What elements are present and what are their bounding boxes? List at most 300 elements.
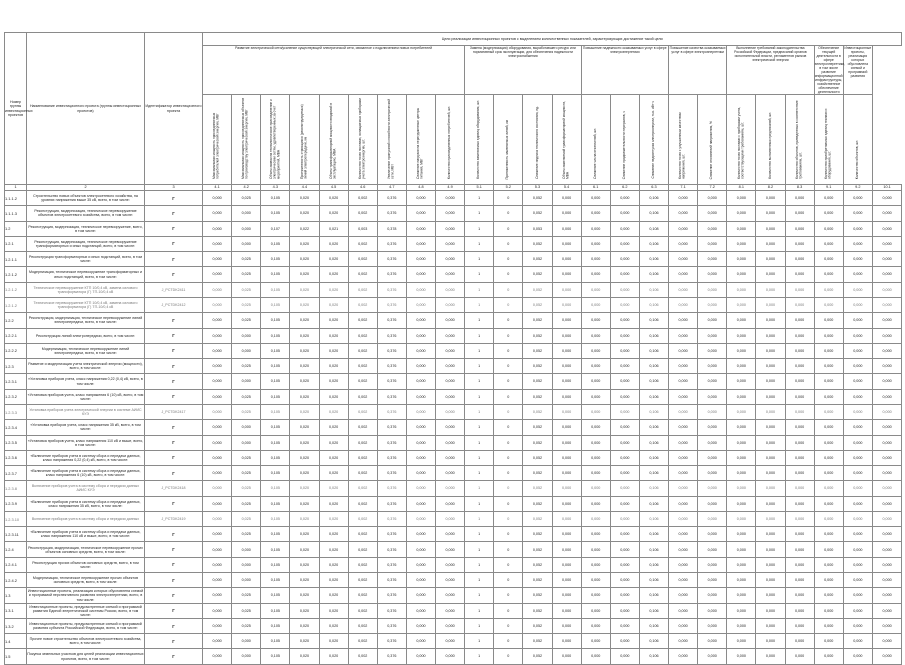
indicator-value: 0,000 [843, 450, 872, 465]
indicator-value: 0,000 [552, 206, 581, 221]
table-row [5, 634, 902, 649]
row-number: 1.2.1.1 [5, 252, 27, 267]
indicator-value: 0,020 [319, 404, 348, 419]
indicator-value: 0,052 [523, 389, 552, 404]
indicator-value: 0,000 [581, 374, 610, 389]
indicator-value: 0,000 [552, 481, 581, 496]
indicator-value: 0,000 [552, 343, 581, 358]
indicator-value: 0,000 [232, 328, 261, 343]
indicator-value: 0,000 [698, 420, 727, 435]
indicator-value: 0,000 [581, 511, 610, 526]
indicator-value: 0,000 [727, 603, 756, 618]
indicator-value: 0,105 [261, 649, 290, 664]
indicator-value: 0,000 [203, 573, 232, 588]
indicator-header [406, 95, 435, 185]
indicator-value: 0,000 [232, 542, 261, 557]
indicator-value: 0,000 [436, 603, 465, 618]
indicator-value: 0,052 [523, 466, 552, 481]
indicator-value: 0,106 [639, 557, 668, 572]
table-row [5, 481, 902, 496]
indicator-value: 0,000 [843, 435, 872, 450]
project-name: Реконструкция, модернизация, техническое перевооружение прочих объектов основных средств, всего, в том числе: [27, 542, 145, 557]
indicator-header-text: Количество объектов, приведенных в соответствие требованиям, шт. [794, 100, 803, 179]
indicator-value: 0,000 [581, 221, 610, 236]
goals-header: Цели реализации инвестиционных проектов с выделением количественных показателей, характеризующих достижение такой цели [203, 33, 902, 46]
indicator-value: 0,000 [610, 221, 639, 236]
indicator-value: 0,022 [290, 221, 319, 236]
indicator-value: 0,105 [261, 206, 290, 221]
indicator-value: 0,000 [203, 603, 232, 618]
indicator-value: 0,000 [436, 618, 465, 633]
indicator-value: 0,000 [232, 557, 261, 572]
indicator-value: 0,052 [523, 511, 552, 526]
indicator-value: 0,020 [319, 634, 348, 649]
indicator-value: 0,105 [261, 450, 290, 465]
indicator-value: 0,000 [785, 191, 814, 206]
indicator-value: 0,376 [377, 466, 406, 481]
indicator-value: 0,376 [377, 420, 406, 435]
indicator-value: 0,000 [406, 618, 435, 633]
indicator-value: 0,000 [436, 267, 465, 282]
indicator-value: 0,000 [610, 634, 639, 649]
indicator-value: 0,002 [348, 191, 377, 206]
indicator-value: 0,000 [756, 359, 785, 374]
indicator-value: 0,000 [232, 573, 261, 588]
indicator-value: 0,000 [698, 618, 727, 633]
indicator-value: 0,000 [698, 481, 727, 496]
indicator-header-text: Максимальная мощность присоединяемых объектов по производству электрической энергии, МВт [241, 97, 250, 179]
indicator-value: 0,376 [377, 542, 406, 557]
indicator-value: 0,052 [523, 359, 552, 374]
indicator-value: 0,106 [639, 481, 668, 496]
indicator-value: 0,000 [785, 450, 814, 465]
project-name: «Установка приборов учета, класс напряжения 35 кВ, всего, в том числе: [27, 420, 145, 435]
indicator-value: 0,020 [290, 527, 319, 542]
row-number: 1.2 [5, 221, 27, 236]
indicator-value: 0,000 [785, 267, 814, 282]
indicator-value: 0,000 [785, 404, 814, 419]
document-page [4, 32, 901, 661]
indicator-value: 0,000 [843, 252, 872, 267]
indicator-value: 0,002 [348, 557, 377, 572]
indicator-value: 0,000 [610, 297, 639, 312]
indicator-header-text: Максимальная мощность присоединяемых потребителей электрической энергии, МВт [212, 112, 221, 179]
indicator-value: 0,025 [232, 481, 261, 496]
indicator-value: 0,106 [639, 573, 668, 588]
table-row [5, 343, 902, 358]
indicator-value: 0,000 [727, 267, 756, 282]
indicator-value: 0,000 [610, 343, 639, 358]
table-row [5, 313, 902, 328]
indicator-value: 0,000 [581, 634, 610, 649]
indicator-value: 0,000 [872, 343, 901, 358]
indicator-value: 0,002 [348, 435, 377, 450]
indicator-value: 0,000 [406, 191, 435, 206]
row-number: 1.2.3.7 [5, 466, 27, 481]
indicator-value: 0,376 [377, 557, 406, 572]
indicator-value: 0,000 [756, 481, 785, 496]
indicator-value: 0,000 [552, 496, 581, 511]
indicator-value: 0,106 [639, 649, 668, 664]
indicator-value: 0 [494, 634, 523, 649]
indicator-value: 0,020 [290, 618, 319, 633]
indicator-value: 0,025 [232, 527, 261, 542]
indicator-value: 0,002 [348, 542, 377, 557]
indicator-header [261, 95, 290, 185]
indicator-header [639, 95, 668, 185]
indicator-value: 0,020 [290, 420, 319, 435]
indicator-value: 0,000 [669, 221, 698, 236]
indicator-value: 0,105 [261, 511, 290, 526]
indicator-value: 0,000 [610, 435, 639, 450]
project-name: Установка приборов учета электрической энергии в системе АИИС КУЭ [27, 404, 145, 419]
indicator-value: 0,000 [203, 557, 232, 572]
indicator-value: 0,000 [727, 450, 756, 465]
table-row [5, 206, 902, 221]
indicator-value: 0,000 [436, 496, 465, 511]
indicator-header [581, 95, 610, 185]
indicator-value: 0,000 [406, 374, 435, 389]
indicator-value: 0,020 [290, 328, 319, 343]
indicator-value: 0,000 [406, 359, 435, 374]
indicator-value: 0,000 [756, 374, 785, 389]
indicator-value: 0,000 [610, 557, 639, 572]
project-identifier: Г [145, 435, 203, 450]
indicator-value: 0,020 [319, 236, 348, 251]
indicator-value: 0,000 [727, 511, 756, 526]
indicator-value: 1 [465, 527, 494, 542]
project-identifier: Г [145, 267, 203, 282]
row-number: 1.1.1.2 [5, 191, 27, 206]
project-identifier: Г [145, 527, 203, 542]
indicator-value: 0 [494, 557, 523, 572]
indicator-value: 1 [465, 221, 494, 236]
indicator-value: 0,000 [785, 236, 814, 251]
indicator-value: 0,000 [610, 313, 639, 328]
indicator-value: 0,000 [872, 450, 901, 465]
indicator-value: 0,105 [261, 297, 290, 312]
indicator-value: 0,000 [843, 557, 872, 572]
indicator-header-text: Снижение недоотпуска электроэнергии, тыс. кВт·ч [651, 101, 656, 179]
indicator-value: 0,000 [727, 557, 756, 572]
indicator-value: 0,000 [232, 236, 261, 251]
indicator-value: 0,000 [581, 404, 610, 419]
indicator-value: 0,000 [814, 634, 843, 649]
project-identifier: J_PCTDK2412 [145, 297, 203, 312]
indicator-value: 0,000 [436, 404, 465, 419]
indicator-value: 0 [494, 466, 523, 481]
indicator-value: 0,000 [814, 282, 843, 297]
indicator-value: 0,000 [436, 649, 465, 664]
indicator-value: 0,000 [669, 343, 698, 358]
indicator-value: 0,020 [319, 252, 348, 267]
table-row [5, 328, 902, 343]
indicator-value: 0,000 [843, 282, 872, 297]
indicator-value: 0,000 [756, 206, 785, 221]
indicator-value: 0,000 [727, 191, 756, 206]
indicator-value: 0,000 [436, 588, 465, 603]
indicator-value: 0,000 [436, 435, 465, 450]
indicator-value: 0,052 [523, 542, 552, 557]
project-name: «Установка приборов учета, класс напряжения 6 (10) кВ, всего, в том числе: [27, 389, 145, 404]
indicator-value: 0,052 [523, 435, 552, 450]
indicator-value: 0,000 [872, 267, 901, 282]
indicator-value: 0,000 [727, 404, 756, 419]
indicator-value: 0,000 [581, 603, 610, 618]
indicator-value: 0,025 [232, 618, 261, 633]
indicator-value: 0,000 [698, 343, 727, 358]
row-number: 1.3 [5, 588, 27, 603]
indicator-value: 0,020 [319, 557, 348, 572]
indicator-value: 0,000 [610, 481, 639, 496]
indicator-value: 1 [465, 267, 494, 282]
row-number: 1.2.2 [5, 313, 27, 328]
indicator-header-text: Увеличение пропускной способности электрической сети, МВт [387, 98, 395, 179]
indicator-value: 0,000 [436, 466, 465, 481]
indicator-value: 0,376 [377, 343, 406, 358]
indicator-header [523, 95, 552, 185]
indicator-value: 0,052 [523, 481, 552, 496]
indicator-value: 0,000 [610, 282, 639, 297]
indicator-value: 0,000 [203, 542, 232, 557]
indicator-value: 0 [494, 221, 523, 236]
indicator-header-text: Количество заменяемых единиц оборудования, шт. [476, 100, 481, 179]
indicator-value: 0,000 [785, 573, 814, 588]
indicator-header [843, 95, 872, 185]
indicator-value: 0 [494, 389, 523, 404]
row-number: 1.2.3.1 [5, 374, 27, 389]
indicator-value: 0,000 [581, 542, 610, 557]
indicator-header-text: Количество выполненных предписаний, шт. [767, 112, 772, 179]
indicator-value: 0,000 [669, 573, 698, 588]
indicator-value: 0,002 [348, 252, 377, 267]
column-number: 7.2 [698, 185, 727, 191]
indicator-value: 0,000 [814, 496, 843, 511]
indicator-value: 0,106 [639, 389, 668, 404]
table-row [5, 221, 902, 236]
indicator-value: 0,000 [669, 542, 698, 557]
indicator-value: 1 [465, 328, 494, 343]
indicator-value: 0,000 [610, 496, 639, 511]
indicator-value: 0,000 [785, 618, 814, 633]
indicator-value: 1 [465, 649, 494, 664]
indicator-value: 1 [465, 542, 494, 557]
indicator-value: 0,000 [552, 573, 581, 588]
indicator-value: 0,020 [290, 374, 319, 389]
indicator-value: 0,106 [639, 282, 668, 297]
table-row [5, 557, 902, 572]
indicator-value: 0,000 [872, 236, 901, 251]
project-name: «Включение приборов учета в систему сбора и передачи данных, класс напряжения 35 кВ, всего, в том числе: [27, 496, 145, 511]
indicator-value: 0,000 [814, 557, 843, 572]
column-number: 6.3 [639, 185, 668, 191]
indicator-value: 0,000 [610, 588, 639, 603]
indicator-value: 0,000 [814, 328, 843, 343]
indicator-value: 0,020 [319, 374, 348, 389]
indicator-value: 0,000 [581, 573, 610, 588]
indicator-value: 0,000 [756, 282, 785, 297]
project-identifier: Г [145, 542, 203, 557]
project-identifier: Г [145, 420, 203, 435]
indicator-value: 0 [494, 343, 523, 358]
column-number: 4.5 [319, 185, 348, 191]
indicator-value: 0,000 [814, 389, 843, 404]
indicator-value: 0,000 [669, 511, 698, 526]
row-number: 1.2.3.11 [5, 527, 27, 542]
project-name: Прочее новое строительство объектов электросетевого хозяйства, всего, в том числе: [27, 634, 145, 649]
indicator-value: 0,106 [639, 297, 668, 312]
goal-group-header: Повышение надежности оказываемых услуг в сфере электроэнергетики [581, 46, 668, 95]
goal-group-header: Развитие электрической сети/усиление существующей электрической сети, связанное с подключением новых потребителей [203, 46, 465, 95]
indicator-value: 0,020 [290, 511, 319, 526]
indicator-value: 0,000 [232, 374, 261, 389]
indicator-value: 0,000 [232, 206, 261, 221]
indicator-value: 0,000 [610, 649, 639, 664]
indicator-value: 0,000 [203, 649, 232, 664]
indicator-value: 0,000 [610, 511, 639, 526]
indicator-value: 0,376 [377, 206, 406, 221]
indicator-value: 0,000 [843, 420, 872, 435]
indicator-value: 0,376 [377, 588, 406, 603]
goal-group-header: Инвестиционные проекты, реализация которых обусловлена схемой и программой развития [843, 46, 872, 95]
indicator-value: 0,106 [639, 267, 668, 282]
goal-group-header: Выполнение требований законодательства Российской Федерации, предписаний органов исполнительной власти, регламентов рынков электрической энергии [727, 46, 814, 95]
indicator-value: 0,000 [552, 252, 581, 267]
indicator-value: 0,052 [523, 634, 552, 649]
indicator-value: 0,000 [669, 359, 698, 374]
indicator-value: 0,000 [581, 191, 610, 206]
indicator-value: 0,000 [843, 221, 872, 236]
indicator-value: 0 [494, 328, 523, 343]
indicator-value: 0,000 [669, 191, 698, 206]
indicator-value: 0,000 [232, 221, 261, 236]
indicator-value: 0,000 [436, 313, 465, 328]
indicator-value: 0,000 [756, 450, 785, 465]
indicator-value: 0,000 [581, 527, 610, 542]
indicator-value: 0,000 [232, 435, 261, 450]
indicator-value: 0,105 [261, 313, 290, 328]
indicator-value: 0,000 [756, 573, 785, 588]
indicator-value: 0,000 [552, 450, 581, 465]
indicator-value: 0,000 [436, 557, 465, 572]
indicator-value: 0,000 [552, 618, 581, 633]
indicator-value: 0,105 [261, 588, 290, 603]
indicator-value: 0,376 [377, 313, 406, 328]
indicator-value: 0,002 [348, 618, 377, 633]
indicator-value: 0,020 [290, 343, 319, 358]
table-row [5, 542, 902, 557]
indicator-value: 0 [494, 267, 523, 282]
indicator-value: 0,000 [436, 542, 465, 557]
indicator-value: 0,000 [727, 542, 756, 557]
row-number: 1.5 [5, 649, 27, 664]
indicator-value: 0,052 [523, 328, 552, 343]
row-number: 1.3.2 [5, 618, 27, 633]
indicator-value: 0,002 [348, 511, 377, 526]
indicator-value: 0,002 [348, 343, 377, 358]
indicator-value: 0 [494, 359, 523, 374]
column-number: 10.1 [872, 185, 901, 191]
project-identifier: Г [145, 634, 203, 649]
indicator-value: 0,000 [698, 404, 727, 419]
indicator-value: 0,000 [232, 420, 261, 435]
indicator-value: 0,000 [814, 297, 843, 312]
indicator-value: 0,106 [639, 496, 668, 511]
indicator-value: 0,000 [581, 450, 610, 465]
indicator-value: 0,000 [727, 313, 756, 328]
indicator-value: 0,025 [232, 297, 261, 312]
indicator-value: 0,000 [406, 252, 435, 267]
project-identifier: J_PCTDK2417 [145, 404, 203, 419]
indicator-value: 1 [465, 557, 494, 572]
indicator-value: 0,000 [698, 496, 727, 511]
project-identifier: Г [145, 191, 203, 206]
indicator-value: 0,000 [872, 282, 901, 297]
indicator-value: 0,376 [377, 634, 406, 649]
indicator-value: 0,000 [552, 603, 581, 618]
project-name: Включение приборов учета в систему сбора и передачи данных АИИС КУЭ [27, 481, 145, 496]
indicator-value: 0,000 [203, 404, 232, 419]
project-name: «Установка приборов учета, класс напряжения 110 кВ и выше, всего, в том числе: [27, 435, 145, 450]
indicator-value: 0,000 [203, 328, 232, 343]
indicator-value: 0,000 [727, 435, 756, 450]
project-name: Техническое перевооружение КТП 10/0,4 кВ, замена силового трансформатора (Г) ТП-10/0,4 кВ [27, 297, 145, 312]
column-number: 4.7 [377, 185, 406, 191]
indicator-value: 0,000 [843, 206, 872, 221]
indicator-value: 0,000 [436, 343, 465, 358]
indicator-value: 0,000 [610, 389, 639, 404]
indicator-value: 0,000 [669, 404, 698, 419]
indicator-value: 0,000 [843, 573, 872, 588]
row-number: 1.2.3.4 [5, 420, 27, 435]
indicator-value: 0,000 [843, 466, 872, 481]
indicator-value: 0,000 [436, 282, 465, 297]
indicator-value: 0,000 [406, 511, 435, 526]
indicator-value: 0,000 [843, 236, 872, 251]
indicator-value: 0,000 [552, 236, 581, 251]
indicator-value: 0 [494, 404, 523, 419]
indicator-header-text: Протяженность строящихся (реконструируемых) линий электропередачи, км [299, 104, 308, 179]
indicator-value: 0,000 [436, 420, 465, 435]
indicator-header-text: Объем трансформаторной мощности вводимой в эксплуатацию, МВА [328, 102, 337, 179]
project-identifier: Г [145, 466, 203, 481]
indicator-value: 0,000 [203, 466, 232, 481]
project-name: Модернизация, техническое перевооружение прочих объектов основных средств, всего, в том числе: [27, 573, 145, 588]
indicator-value: 0,000 [406, 297, 435, 312]
indicator-value: 0,020 [319, 267, 348, 282]
indicator-value: 0,000 [756, 466, 785, 481]
indicator-value: 0,052 [523, 343, 552, 358]
indicator-value: 0,000 [843, 634, 872, 649]
indicator-header-text: Снижение индекса технического состояния, ед. [534, 106, 539, 179]
indicator-value: 0,000 [669, 649, 698, 664]
indicator-value: 0,052 [523, 282, 552, 297]
row-number: 1.2.1.2 [5, 297, 27, 312]
indicator-header [756, 95, 785, 185]
indicator-value: 0,106 [639, 404, 668, 419]
indicator-value: 0 [494, 297, 523, 312]
indicator-value: 0,106 [639, 191, 668, 206]
indicator-value: 0,105 [261, 542, 290, 557]
indicator-value: 0,376 [377, 297, 406, 312]
indicator-value: 0,000 [756, 634, 785, 649]
indicator-value: 1 [465, 450, 494, 465]
indicator-value: 0,020 [319, 603, 348, 618]
row-number: 1.2.3.3 [5, 404, 27, 419]
indicator-value: 0,000 [669, 267, 698, 282]
indicator-value: 0,000 [872, 221, 901, 236]
indicator-value: 0,000 [727, 252, 756, 267]
